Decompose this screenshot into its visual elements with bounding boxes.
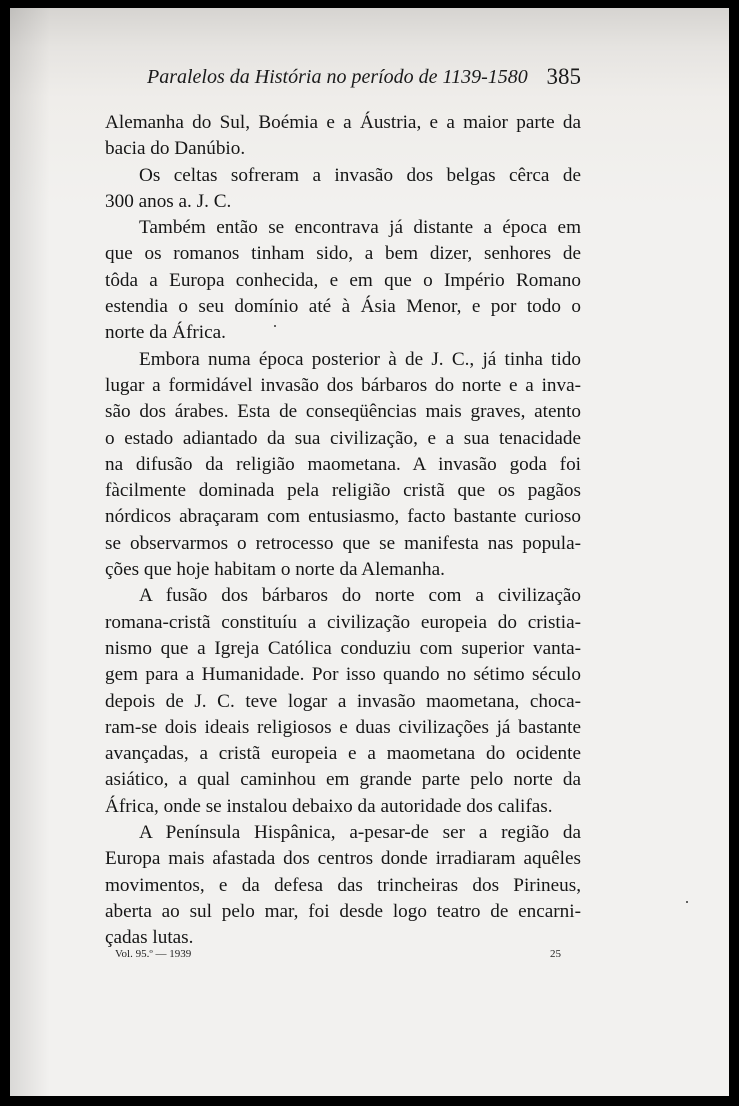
text-line: bacia do Danúbio. <box>105 138 246 160</box>
text-line: norte da África. <box>105 322 226 344</box>
page-footer <box>105 948 581 964</box>
text-line: Europa mais afastada dos centros donde irradiaram aquêles <box>105 848 581 870</box>
text-line: se observarmos o retrocesso que se manifesta nas popula- <box>105 532 581 554</box>
text-line: ram-se dois ideais religiosos e duas civilizações já bastante <box>105 716 581 738</box>
text-line: aberta ao sul pelo mar, foi desde logo teatro de encarni- <box>105 900 581 922</box>
text-line: lugar a formidável invasão dos bárbaros do norte e a inva- <box>105 374 581 396</box>
text-line: na difusão da religião maometana. A invasão goda foi <box>105 453 581 475</box>
text-line: çadas lutas. <box>105 927 194 949</box>
text-line: depois de J. C. teve logar a invasão maometana, choca- <box>105 690 581 712</box>
text-line: estendia o seu domínio até à Ásia Menor, e por todo o <box>105 296 581 318</box>
text-line: o estado adiantado da sua civilização, e a sua tenacidade <box>105 427 581 449</box>
print-speck <box>274 325 276 327</box>
book-page <box>10 8 729 1096</box>
body-text <box>105 110 581 952</box>
text-line: gem para a Humanidade. Por isso quando no sétimo século <box>105 664 581 686</box>
text-line: Embora numa época posterior à de J. C., já tinha tido <box>139 348 581 370</box>
text-line: romana-cristã constituíu a civilização europeia do cristia- <box>105 611 581 633</box>
text-line: A Península Hispânica, a-pesar-de ser a região da <box>139 822 581 844</box>
text-line: ções que hoje habitam o norte da Alemanha. <box>105 559 445 581</box>
running-header <box>105 66 581 96</box>
text-line: são dos árabes. Esta de conseqüências mais graves, atento <box>105 401 581 423</box>
text-line: avançadas, a cristã europeia e a maometana do ocidente <box>105 743 581 765</box>
text-line: movimentos, e da defesa das trincheiras dos Pirineus, <box>105 874 581 896</box>
text-line: A fusão dos bárbaros do norte com a civilização <box>139 585 581 607</box>
text-line: Os celtas sofreram a invasão dos belgas cêrca de <box>139 164 581 186</box>
print-speck <box>686 901 688 903</box>
text-line: que os romanos tinham sido, a bem dizer, senhores de <box>105 243 581 265</box>
text-line: 300 anos a. J. C. <box>105 190 232 212</box>
text-line: África, onde se instalou debaixo da autoridade dos califas. <box>105 795 553 817</box>
text-line: nórdicos abraçaram com entusiasmo, facto bastante curioso <box>105 506 581 528</box>
running-title: Paralelos da História no período de 1139-1580 <box>147 66 528 88</box>
text-line: Também então se encontrava já distante a época em <box>139 217 581 239</box>
text-line: tôda a Europa conhecida, e em que o Império Romano <box>105 269 581 291</box>
text-line: asiático, a qual caminhou em grande parte pelo norte da <box>105 769 581 791</box>
signature-mark: 25 <box>550 948 561 960</box>
text-line: Alemanha do Sul, Boémia e a Áustria, e a maior parte da <box>105 112 581 133</box>
text-line: nismo que a Igreja Católica conduziu com superior vanta- <box>105 637 581 659</box>
page-number: 385 <box>546 64 581 89</box>
text-line: fàcilmente dominada pela religião cristã que os pagãos <box>105 480 581 502</box>
volume-info: Vol. 95.º — 1939 <box>115 948 192 960</box>
